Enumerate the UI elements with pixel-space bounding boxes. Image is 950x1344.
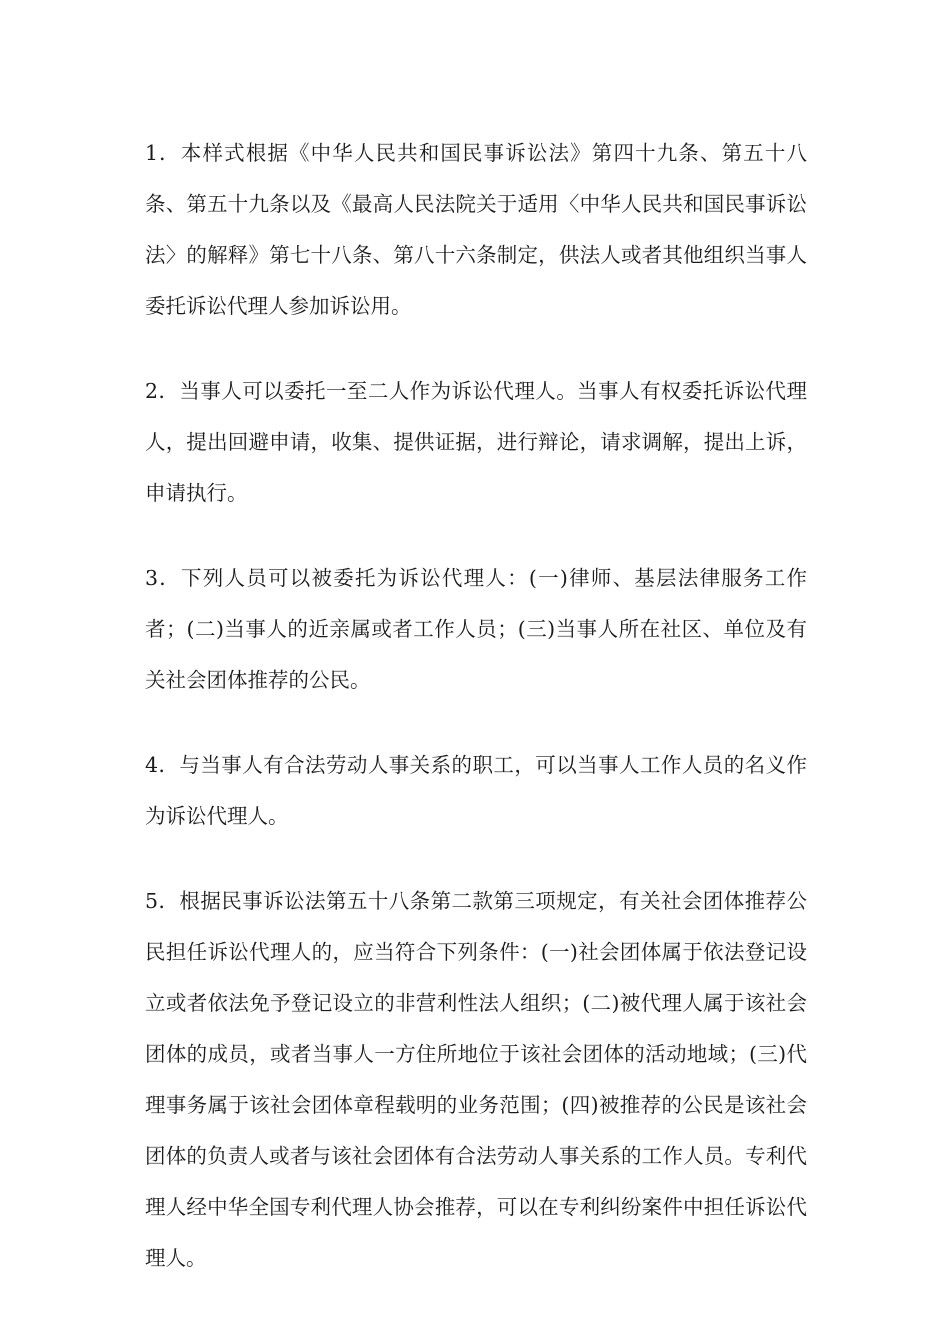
paragraph-4: 4．与当事人有合法劳动人事关系的职工，可以当事人工作人员的名义作为诉讼代理人。	[145, 753, 807, 828]
document-body	[145, 128, 807, 1318]
paragraph-5: 5．根据民事诉讼法第五十八条第二款第三项规定，有关社会团体推荐公民担任诉讼代理人的，应当符合下列条件：(一)社会团体属于依法登记设立或者依法免予登记设立的非营利性法人组织；(二)被代理人属于该社会团体的成员，或者当事人一方住所地位于该社会团体的活动地域；(三)代理事务属于该社会团体章程载明的业务范围；(四)被推荐的公民是该社会团体的负责人或者与该社会团体有合法劳动人事关系的工作人员。专利代理人经中华全国专利代理人协会推荐，可以在专利纠纷案件中担任诉讼代理人。	[145, 889, 807, 1270]
paragraph-3: 3．下列人员可以被委托为诉讼代理人：(一)律师、基层法律服务工作者；(二)当事人的近亲属或者工作人员；(三)当事人所在社区、单位及有关社会团体推荐的公民。	[145, 566, 807, 692]
paragraph-1: 1．本样式根据《中华人民共和国民事诉讼法》第四十九条、第五十八条、第五十九条以及《最高人民法院关于适用〈中华人民共和国民事诉讼法〉的解释》第七十八条、第八十六条制定，供法人或者其他组织当事人委托诉讼代理人参加诉讼用。	[145, 141, 807, 318]
paragraph-2: 2．当事人可以委托一至二人作为诉讼代理人。当事人有权委托诉讼代理人，提出回避申请，收集、提供证据，进行辩论，请求调解，提出上诉，申请执行。	[145, 379, 807, 505]
